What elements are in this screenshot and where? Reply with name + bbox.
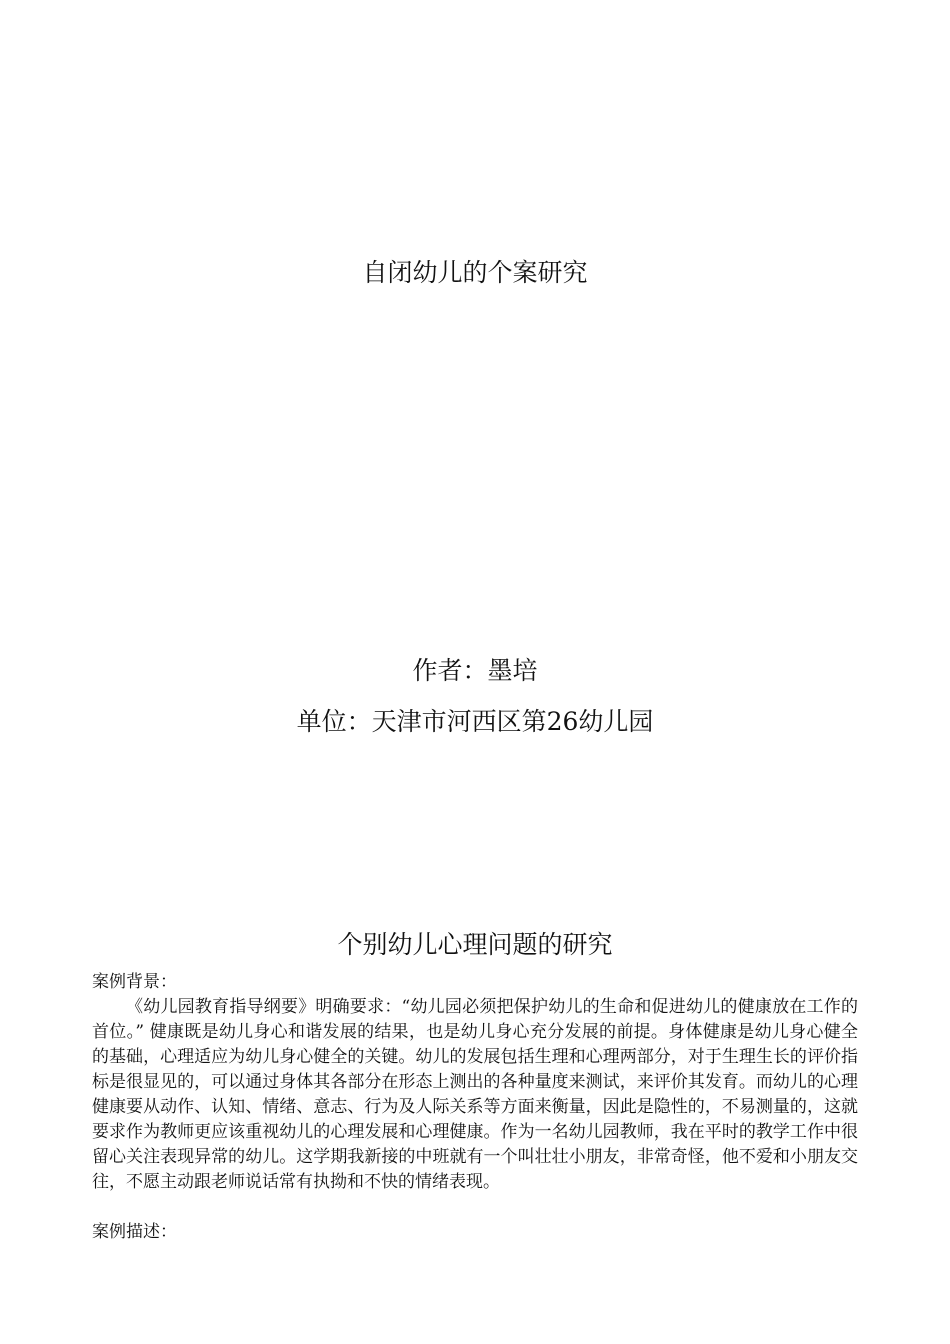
author-line: 作者：墨培 — [412, 656, 538, 685]
section-title: 个别幼儿心理问题的研究 — [337, 930, 613, 959]
background-paragraph: 《幼儿园教育指导纲要》明确要求：“幼儿园必须把保护幼儿的生命和促进幼儿的健康放在工作的首位。” 健康既是幼儿身心和谐发展的结果，也是幼儿身心充分发展的前提。身体健康是幼儿身心健全的基础，心理适应为幼儿身心健全的关键。幼儿的发展包括生理和心理两部分，对于生理生长的评价指标是很显见的，可以通过身体其各部分在形态上测出的各种量度来测试，来评价其发育。而幼儿的心理健康要从动作、认知、情绪、意志、行为及人际关系等方面来衡量，因此是隐性的，不易测量的，这就要求作为教师更应该重视幼儿的心理发展和心理健康。作为一名幼儿园教师，我在平时的教学工作中很留心关注表现异常的幼儿。这学期我新接的中班就有一个叫壮壮小朋友，非常奇怪，他不爱和小朋友交往，不愿主动跟老师说话常有执拗和不快的情绪表现。 — [92, 997, 858, 1192]
description-heading: 案例描述： — [92, 1222, 177, 1242]
unit-line: 单位：天津市河西区第26幼儿园 — [296, 707, 654, 736]
background-heading: 案例背景： — [92, 972, 177, 992]
document-title: 自闭幼儿的个案研究 — [362, 258, 588, 287]
